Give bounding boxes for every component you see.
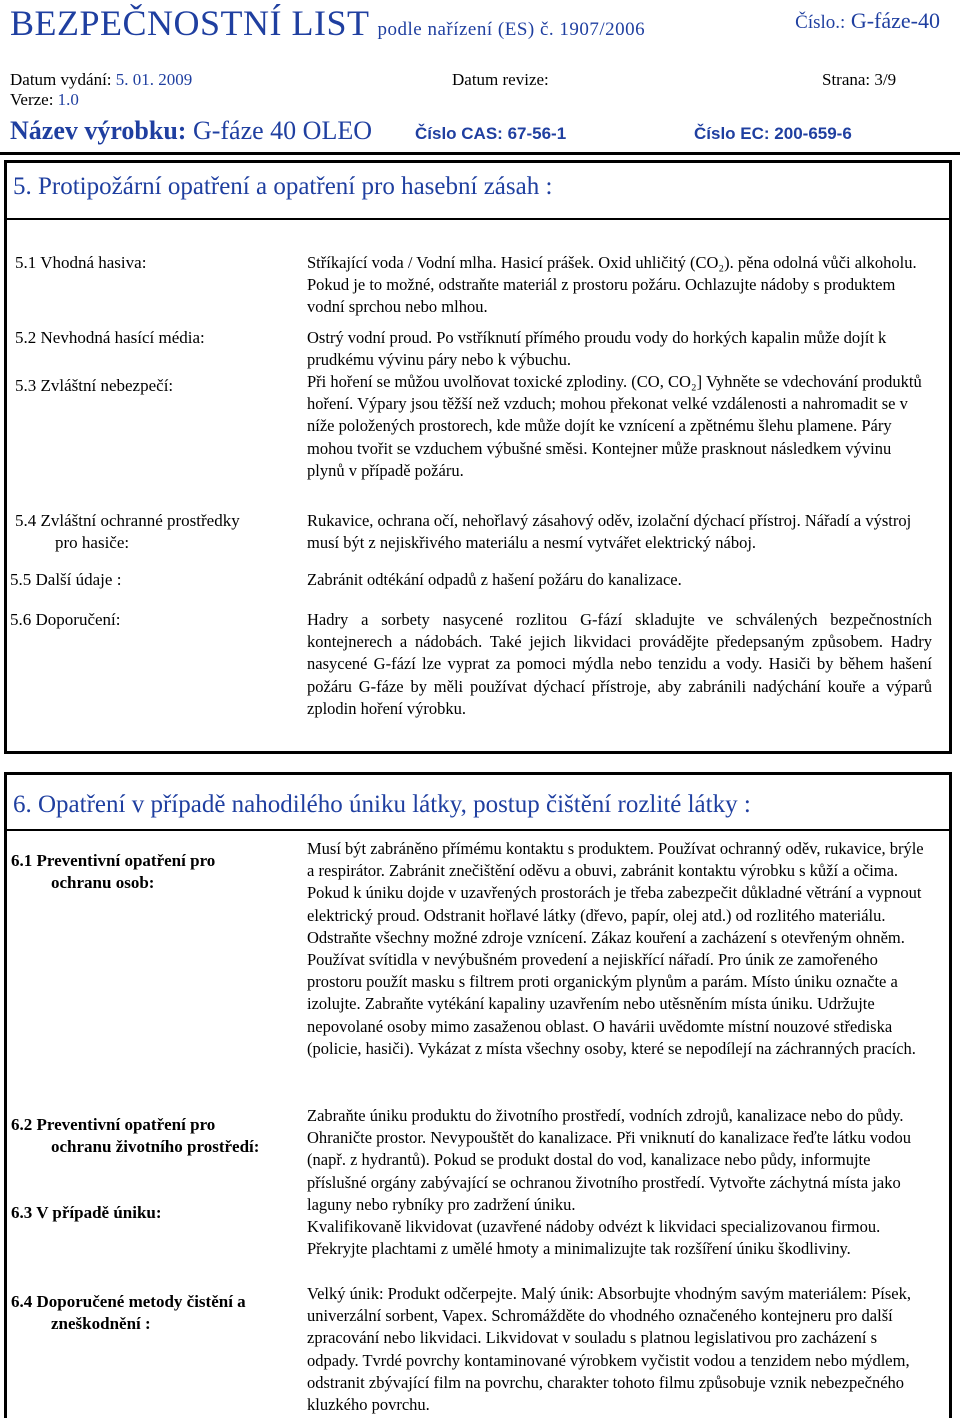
issue-value: 5. 01. 2009 [115, 70, 193, 89]
item-6-2-text: Zabraňte úniku produktu do životního prostředí, vodních zdrojů, kanalizace nebo do půdy. Ohraničte prostor. Nevypouštět do kanalizace. Při vniknutí do kanalizace řeďte látku vodou (např. z hydrantů). Pokud se produkt dostal do vod, kanalizace nebo půdy, informujte příslušné orgány zabývající se ochranou životního prostředí. Vytvořte záchytná místa jako laguny nebo rybníky pro zadržení úniku. [307, 1106, 912, 1214]
item-5-5-label: 5.5 Další údaje : [10, 570, 122, 589]
page-label: Strana: [822, 70, 871, 89]
item-5-3-text: Při hoření se můžou uvolňovat toxické zplodiny. (CO, CO₂] Vyhněte se vdechování produktů hoření. Výpary jsou těžší než vzduch; mohou překonat velké vzdálenosti a nahromadit se v níže položených prostorech, kde může dojít ke vznícení a zpětnému šlehu plamene. Páry mohou tvořit se vzduchem výbušné směsi. Kontejner může prasknout následkem vývinu plynů v případě požáru. [307, 372, 922, 480]
item-5-3-label: 5.3 Zvláštní nebezpečí: [15, 376, 174, 395]
item-6-4-text: Velký únik: Produkt odčerpejte. Malý únik: Absorbujte vhodným savým materiálem: Písek, univerzální sorbent, Vapex. Schromážděte do vhodného označeného kontejneru pro další zpracování nebo likvidaci. Likvidovat v souladu s platnou legislativou pro zacházení s odpady. Tvrdé povrchy kontaminované výrobkem vyčistit vodou a tenzidem nebo mýdlem, odstranit zbývající film na povrchu, charakter tohoto filmu způsobuje vznik nebezpečného kluzkého povrchu. [307, 1284, 911, 1415]
item-5-4-label-line1: 5.4 Zvláštní ochranné prostředky [15, 511, 240, 530]
item-6-3-text: Kvalifikovaně likvidovat (uzavřené nádoby odvézt k likvidaci specializovanou firmou. Překryjte plachtami z umělé hmoty a minimalizujte tak rozšíření úniku škodliviny. [307, 1217, 881, 1259]
page-number [822, 70, 896, 90]
section-5-divider [7, 218, 949, 220]
section-5 [4, 160, 952, 754]
item-6-1-label-line1: 6.1 Preventivní opatření pro [11, 851, 216, 870]
item-5-2-text: Ostrý vodní proud. Po vstříknutí přímého proudu vody do horkých kapalin může dojít k prudkému vývinu páry nebo k výbuchu. [307, 328, 887, 370]
item-5-6-text: Hadry a sorbety nasycené rozlitou G-fází skladujte ve schválených bezpečnostních kontejnerech a nádobách. Také jejich likvidaci provádějte předepsaným způsobem. Hadry nasycené G-fází lze vyprat za pomoci mýdla nebo tenzidu a vody. Hasiči by během hašení požáru G-fáze by měli používat dýchací přístroje, aby zabránili nadýchání kouře a výparů zplodin hoření výrobku. [307, 610, 932, 718]
section-6-title: 6. Opatření v případě nahodilého úniku látky, postup čištění rozlité látky : [13, 791, 751, 818]
ec-value: 200-659-6 [774, 124, 852, 143]
item-5-2-label: 5.2 Nevhodná hasící média: [15, 328, 205, 347]
item-6-4-label-line2: zneškodnění : [51, 1314, 151, 1333]
item-6-1-label-line2: ochranu osob: [51, 873, 155, 892]
version-value: 1.0 [57, 90, 79, 109]
item-5-1-label: 5.1 Vhodná hasiva: [15, 253, 147, 272]
version [10, 90, 79, 110]
document-header [0, 0, 960, 152]
item-6-3-label: 6.3 V případě úniku: [11, 1203, 162, 1222]
ec-number [694, 124, 852, 144]
item-6-4-label-line1: 6.4 Doporučené metody čistění a [11, 1292, 246, 1311]
section-6-divider [7, 829, 949, 831]
ec-label: Číslo EC: [694, 124, 770, 143]
item-6-2-label [11, 1114, 259, 1158]
page-value: 3/9 [874, 70, 897, 89]
issue-date [10, 70, 192, 90]
item-5-6-label: 5.6 Doporučení: [10, 610, 121, 629]
item-6-2-label-line1: 6.2 Preventivní opatření pro [11, 1115, 216, 1134]
regulation-text: podle nařízení (ES) č. 1907/2006 [377, 19, 646, 40]
version-label: Verze: [10, 90, 54, 109]
item-5-4-label-line2: pro hasiče: [55, 533, 130, 552]
title-text: BEZPEČNOSTNÍ LIST [10, 3, 370, 43]
item-6-1-text: Musí být zabráněno přímému kontaktu s produktem. Používat ochranný oděv, rukavice, brýle a respirátor. Zabránit znečištění oděvu a obuvi, zabránit kontaktu výrobku s kůží a očima. Pokud k úniku dojde v uzavřených prostorách je třeba zabezpečit důkladné větrání a vypnout elektrický proud. Odstranit hořlavé látky (dřevo, papír, olej atd.) od rozlitého materiálu. Odstraňte všechny možné zdroje vznícení. Zákaz kouření a zacházení s otevřeným ohněm. Používat svítidla v nevýbušném provedení a nejiskřící nářadí. Pro únik ze zamořeného prostoru použít masku s filtrem proti organickým plynům a parám. Místo úniku označte a izolujte. Zabraňte vytékání kapaliny uzavřením nebo utěsněním místa úniku. Udržujte nepovolané osoby mimo zasaženou oblast. O havárii uvědomte místní nouzové střediska (policie, hasiči). Vykázat z místa všechny osoby, které se nepodílejí na záchranných pracích. [307, 839, 924, 1058]
product-name [10, 116, 372, 146]
item-5-4-label [15, 510, 240, 554]
document-number [795, 8, 940, 34]
section-5-title: 5. Protipožární opatření a opatření pro hasební zásah : [13, 173, 553, 200]
item-5-1-text: Stříkající voda / Vodní mlha. Hasicí prášek. Oxid uhličitý (CO₂). pěna odolná vůči alkoholu. Pokud je to možné, odstraňte materiál z prostoru požáru. Ochlazujte nádoby s produktem vodní sprchou nebo mlhou. [307, 253, 917, 317]
item-5-5-text: Zabránit odtékání odpadů z hašení požáru do kanalizace. [307, 570, 682, 589]
cas-label: Číslo CAS: [415, 124, 503, 143]
section-6 [4, 772, 952, 1418]
item-6-1-label [11, 850, 215, 894]
document-title [10, 2, 645, 44]
revision-date [452, 70, 549, 90]
cas-value: 67-56-1 [507, 124, 567, 143]
header-divider [0, 152, 960, 155]
issue-label: Datum vydání: [10, 70, 112, 89]
item-5-4-text: Rukavice, ochrana očí, nehořlavý zásahový oděv, izolační dýchací přístroj. Nářadí a výstroj musí být z nejiskřivého materiálu a nesmí vytvářet elektrický náboj. [307, 511, 912, 553]
product-value: G-fáze 40 OLEO [192, 116, 372, 145]
item-6-4-label [11, 1291, 246, 1335]
cislo-value: G-fáze-40 [850, 8, 940, 33]
cislo-label: Číslo.: [795, 12, 846, 33]
cas-number [415, 124, 566, 144]
product-label: Název výrobku: [10, 116, 187, 145]
item-6-2-label-line2: ochranu životního prostředí: [51, 1137, 260, 1156]
revision-label: Datum revize: [452, 70, 549, 89]
